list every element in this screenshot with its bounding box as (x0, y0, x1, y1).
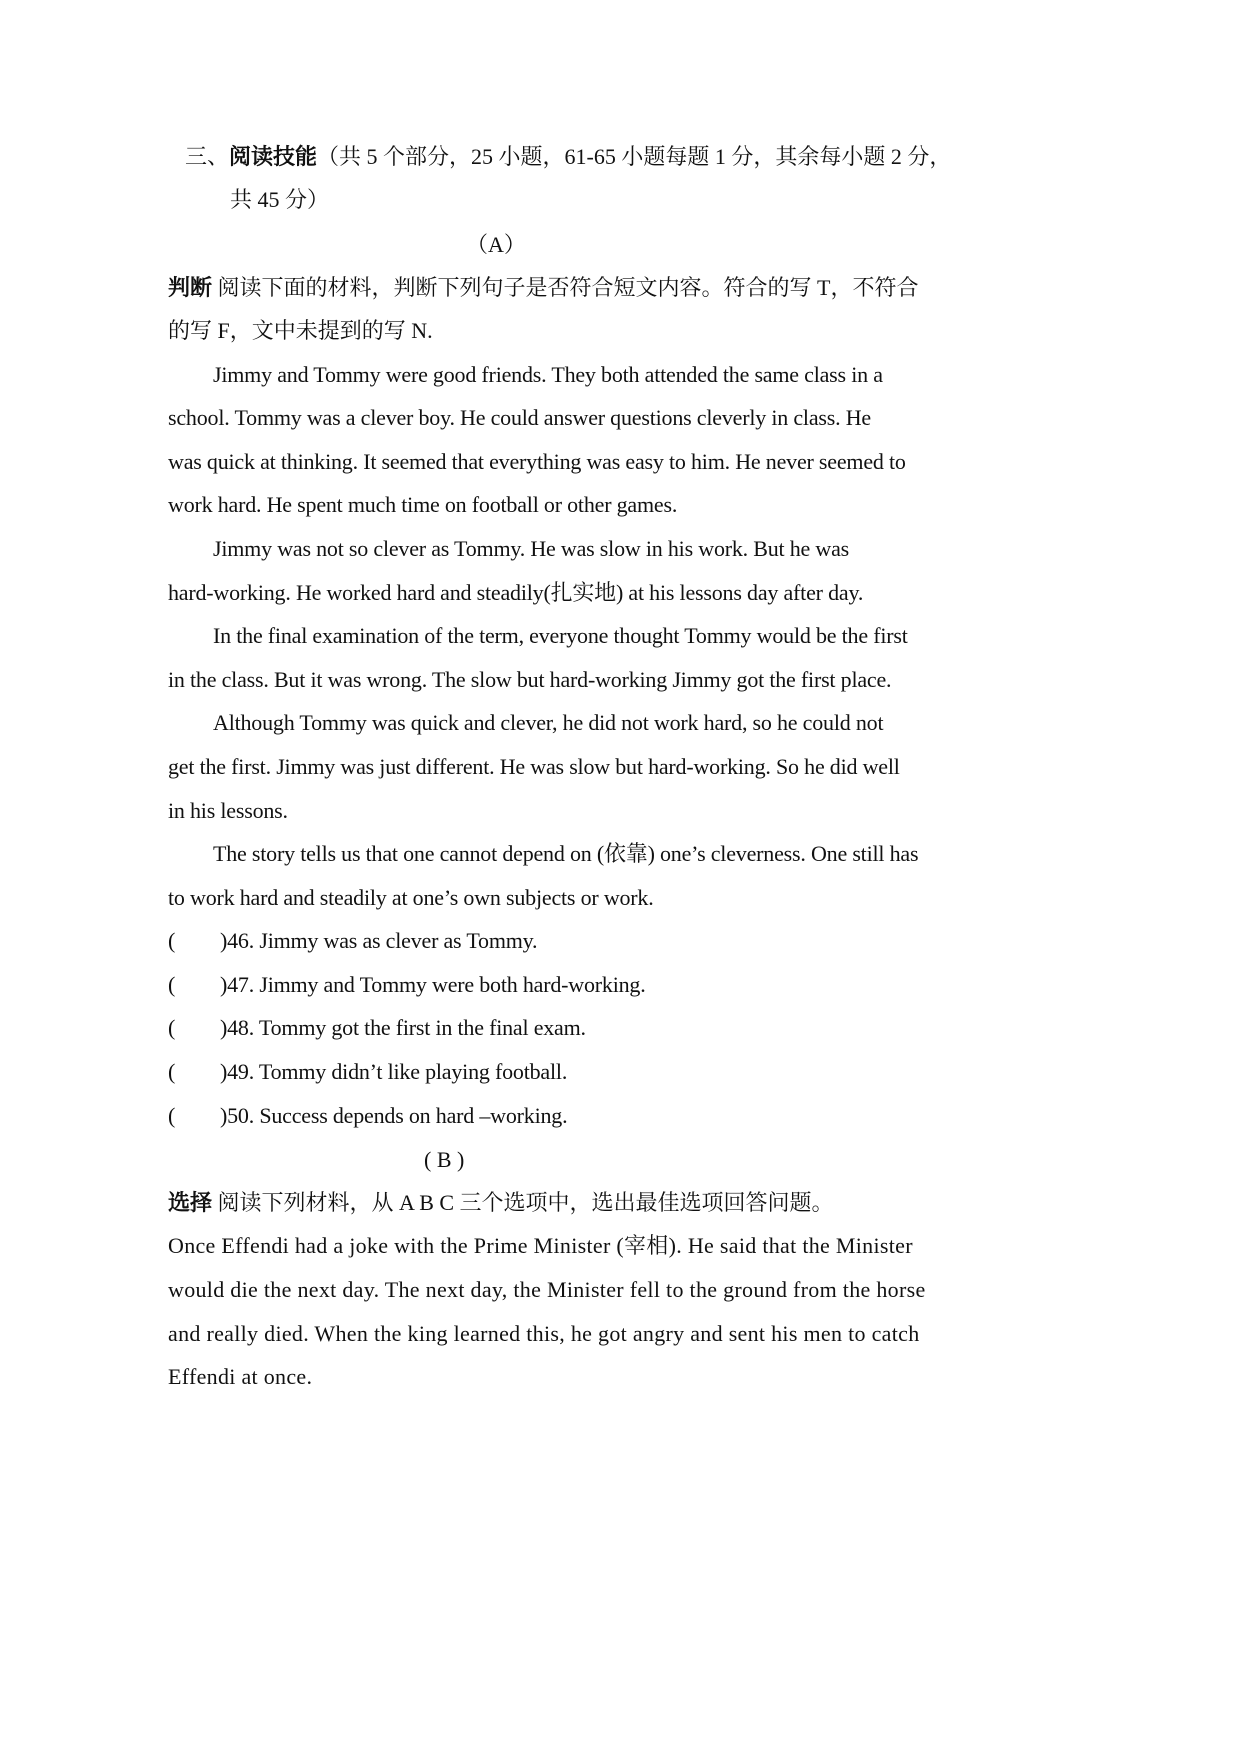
part-b-type: 选择 (168, 1190, 213, 1215)
section-scoring: （共 5 个部分，25 小题，61-65 小题每题 1 分，其余每小题 2 分， (317, 144, 952, 169)
passage-line: Jimmy was not so clever as Tommy. He was slow in his work. But he was (213, 536, 850, 561)
question-46: )46. Jimmy was as clever as Tommy. (220, 928, 538, 953)
passage-line: hard-working. He worked hard and steadily(扎实地) at his lessons day after day. (168, 580, 864, 605)
part-b-instruction (168, 1188, 834, 1218)
passage-line: Jimmy and Tommy were good friends. They both attended the same class in a (213, 362, 883, 387)
part-b-instruction-text: 阅读下列材料，从 A B C 三个选项中，选出最佳选项回答问题。 (212, 1190, 834, 1215)
question-50-bracket[interactable]: ( (168, 1103, 176, 1128)
question-48-bracket[interactable]: ( (168, 1015, 176, 1040)
question-50: )50. Success depends on hard –working. (220, 1103, 568, 1128)
section-title: 阅读技能 (229, 144, 318, 169)
part-b-label: ( B ) (424, 1147, 465, 1172)
section-heading (185, 142, 951, 172)
passage-b-line: and really died. When the king learned this, he got angry and sent his men to catch (168, 1321, 920, 1346)
part-a-instruction (168, 273, 918, 303)
passage-line: was quick at thinking. It seemed that everything was easy to him. He never seemed to (168, 449, 906, 474)
passage-line: school. Tommy was a clever boy. He could answer questions cleverly in class. He (168, 405, 871, 430)
passage-line: Although Tommy was quick and clever, he did not work hard, so he could not (213, 710, 884, 735)
question-46-bracket[interactable]: ( (168, 928, 176, 953)
passage-line: The story tells us that one cannot depend on (依靠) one’s cleverness. One still has (213, 841, 919, 866)
question-47-bracket[interactable]: ( (168, 972, 176, 997)
passage-b-line: Effendi at once. (168, 1364, 313, 1389)
passage-b-line: Once Effendi had a joke with the Prime Minister (宰相). He said that the Minister (168, 1233, 913, 1258)
question-49: )49. Tommy didn’t like playing football. (220, 1059, 568, 1084)
part-a-instruction-text: 阅读下面的材料，判断下列句子是否符合短文内容。符合的写 T，不符合 (212, 275, 919, 300)
passage-line: in the class. But it was wrong. The slow but hard-working Jimmy got the first place. (168, 667, 892, 692)
section-heading-cont: 共 45 分） (230, 187, 330, 212)
passage-line: get the first. Jimmy was just different. He was slow but hard-working. So he did well (168, 754, 900, 779)
section-number: 三、 (185, 144, 230, 169)
question-48: )48. Tommy got the first in the final exam. (220, 1015, 586, 1040)
part-a-instruction-cont: 的写 F，文中未提到的写 N. (168, 318, 433, 343)
part-a-label: （A） (466, 232, 526, 257)
passage-line: In the final examination of the term, everyone thought Tommy would be the first (213, 623, 908, 648)
question-49-bracket[interactable]: ( (168, 1059, 176, 1084)
passage-line: to work hard and steadily at one’s own subjects or work. (168, 885, 654, 910)
passage-line: in his lessons. (168, 798, 288, 823)
question-47: )47. Jimmy and Tommy were both hard-working. (220, 972, 646, 997)
passage-line: work hard. He spent much time on football or other games. (168, 492, 678, 517)
passage-b-line: would die the next day. The next day, the Minister fell to the ground from the horse (168, 1277, 926, 1302)
part-a-type: 判断 (168, 275, 213, 300)
